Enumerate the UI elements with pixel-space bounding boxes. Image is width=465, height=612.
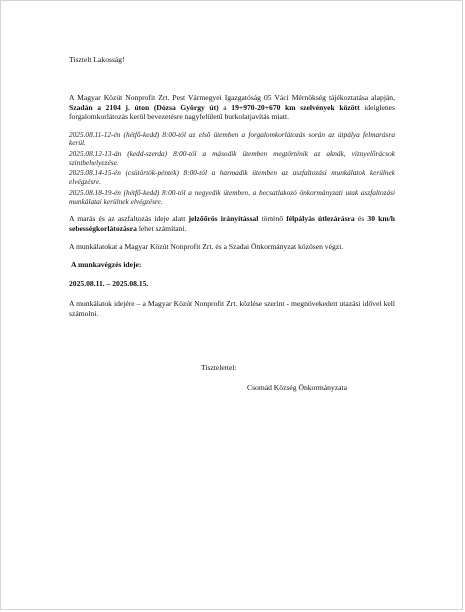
schedule-item-2: 2025.08.12-13-án (kedd-szerda) 8:00-tól a második ütemben megtörténik az aknák, víznyelőrácsok szintbehelyezése. xyxy=(69,149,395,167)
intro-text-2: a xyxy=(218,102,232,112)
schedule-item-4: 2025.08.18-19-én (hétfő-kedd) 8:00-tól a negyedik ütemben, a becsatlakozó önkormányzati utak aszfaltozási munkálatai kerülnek elvégzésre. xyxy=(69,187,395,206)
works-by-paragraph: A munkálatokat a Magyar Közút Nonprofit Zrt. és a Szadai Önkormányzat közösen végzi. xyxy=(69,242,344,252)
traffic-text-2: történő xyxy=(258,214,287,224)
traffic-text-4: lehet számítani. xyxy=(136,223,187,233)
traffic-bold-1: jelzőőrös irányítással xyxy=(188,214,259,224)
traffic-bold-3: 30 km/h sebességkorlátozásra xyxy=(69,214,396,233)
signature: Csomád Község Önkormányzata xyxy=(247,383,347,392)
letter-body xyxy=(69,55,395,318)
works-dates: 2025.08.11. – 2025.08.15. xyxy=(69,278,149,288)
schedule-list xyxy=(69,131,395,207)
intro-bold-road: Szadán a 2104 j. úton (Dózsa György út) xyxy=(69,102,219,112)
works-title: A munkavégzés ideje: xyxy=(71,260,142,270)
traffic-text-1: A marás és az aszfaltozás ideje alatt xyxy=(69,214,189,224)
intro-bold-km: 19+970-20+670 km szelvények között xyxy=(231,102,360,112)
schedule-item-1: 2025.08.11-12-én (hétfő-kedd) 8:00-tól az első ütemben a forgalomkorlátozás során az útpálya felmarásra kerül. xyxy=(69,129,395,148)
intro-text-3: ideiglenes forgalomkorlátozás kerül bevezetésre nagyfelületű burkolatjavítás miatt. xyxy=(69,102,396,122)
traffic-paragraph xyxy=(69,214,395,233)
schedule-item-3: 2025.08.14-15-én (csütörtök-péntek) 8:00-tól a harmadik ütemben az aszfaltozási munkálatok kerülnek elvégzésre. xyxy=(69,168,395,187)
greeting: Tisztelt Lakosság! xyxy=(69,55,125,64)
notice-paragraph: A munkálatok idejére – a Magyar Közút Nonprofit Zrt. közlése szerint - megnövekedett utazási idővel kell számolni. xyxy=(69,299,395,318)
closing: Tisztelettel: xyxy=(201,363,237,372)
traffic-text-3: és xyxy=(354,214,368,224)
intro-text-1: A Magyar Közút Nonprofit Zrt. Pest Vármegyei Igazgatóság 05 Váci Mérnökség tájékoztatása alapján, xyxy=(69,93,395,103)
intro-paragraph xyxy=(69,93,395,121)
traffic-bold-2: félpályás útlezárásra xyxy=(286,214,355,224)
